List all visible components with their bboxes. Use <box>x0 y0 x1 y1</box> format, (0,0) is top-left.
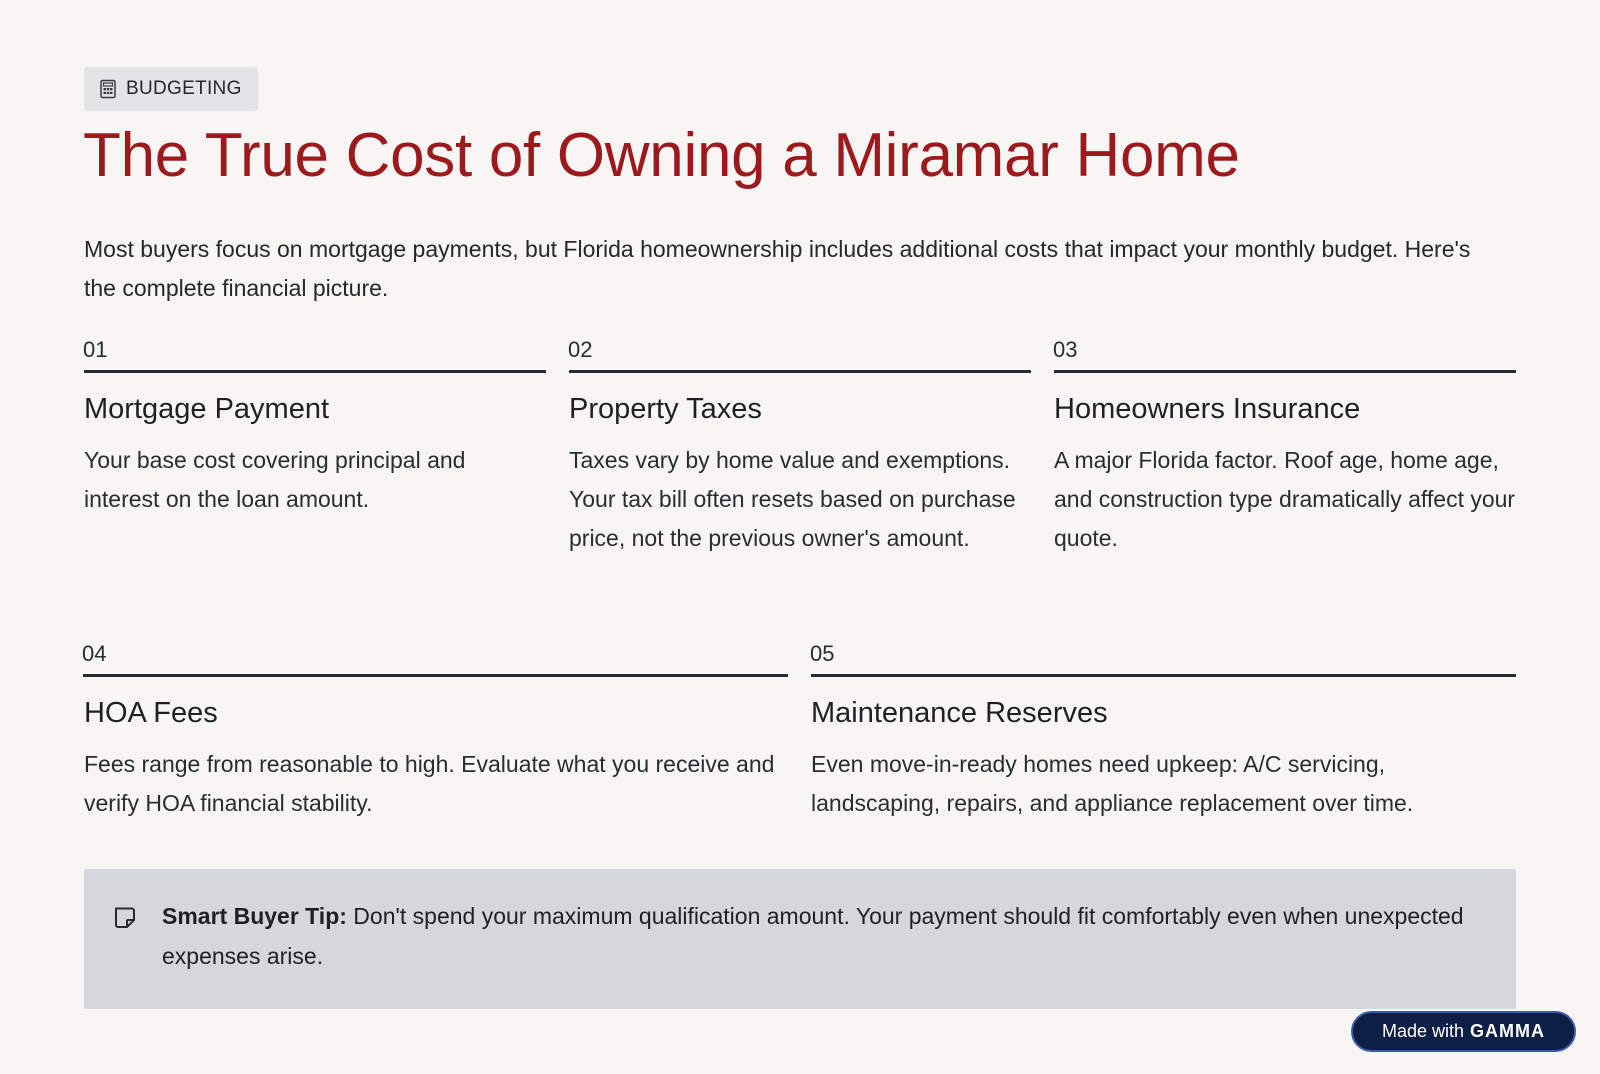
divider <box>83 674 788 677</box>
item-number: 03 <box>1053 337 1078 362</box>
item-description: Even move-in-ready homes need upkeep: A/C servicing, landscaping, repairs, and appliance replacement over time. <box>811 751 1414 816</box>
calculator-icon <box>98 79 118 99</box>
cost-item-maintenance <box>811 637 1516 823</box>
item-heading: HOA Fees <box>84 697 218 729</box>
tip-text <box>162 896 1472 976</box>
divider <box>84 370 546 373</box>
smart-buyer-tip-callout <box>84 869 1516 1009</box>
tip-label: Smart Buyer Tip: <box>162 903 347 929</box>
divider <box>811 674 1516 677</box>
made-with-gamma-badge[interactable] <box>1351 1011 1576 1052</box>
sticky-note-icon <box>112 905 138 931</box>
section-tag <box>84 67 258 111</box>
badge-prefix: Made with <box>1381 1021 1465 1041</box>
cost-item-property-taxes <box>569 333 1031 558</box>
item-heading: Mortgage Payment <box>84 393 330 425</box>
item-description: Your base cost covering principal and interest on the loan amount. <box>84 447 466 512</box>
item-number: 01 <box>83 337 108 362</box>
item-number: 04 <box>82 641 107 666</box>
item-heading: Property Taxes <box>569 393 762 425</box>
item-number: 02 <box>568 337 593 362</box>
divider <box>569 370 1031 373</box>
item-description: A major Florida factor. Roof age, home age, and construction type dramatically affect your quote. <box>1054 447 1516 551</box>
cost-item-hoa <box>83 637 788 823</box>
item-heading: Maintenance Reserves <box>811 697 1108 729</box>
divider <box>1054 370 1516 373</box>
item-heading: Homeowners Insurance <box>1054 393 1361 425</box>
cost-item-insurance <box>1054 333 1516 558</box>
cost-item-mortgage <box>84 333 546 519</box>
section-tag-label: BUDGETING <box>126 78 242 99</box>
gamma-logo: GAMMA <box>1470 1021 1546 1041</box>
page-title: The True Cost of Owning a Miramar Home <box>83 121 1240 190</box>
tip-body: Don't spend your maximum qualification amount. Your payment should fit comfortably even when unexpected expenses arise. <box>162 903 1464 969</box>
intro-text: Most buyers focus on mortgage payments, but Florida homeownership includes additional costs that impact your monthly budget. Here's the complete financial picture. <box>84 236 1471 301</box>
item-description: Taxes vary by home value and exemptions. Your tax bill often resets based on purchase price, not the previous owner's amount. <box>569 447 1016 551</box>
item-description: Fees range from reasonable to high. Evaluate what you receive and verify HOA financial stability. <box>84 751 775 816</box>
item-number: 05 <box>810 641 835 666</box>
